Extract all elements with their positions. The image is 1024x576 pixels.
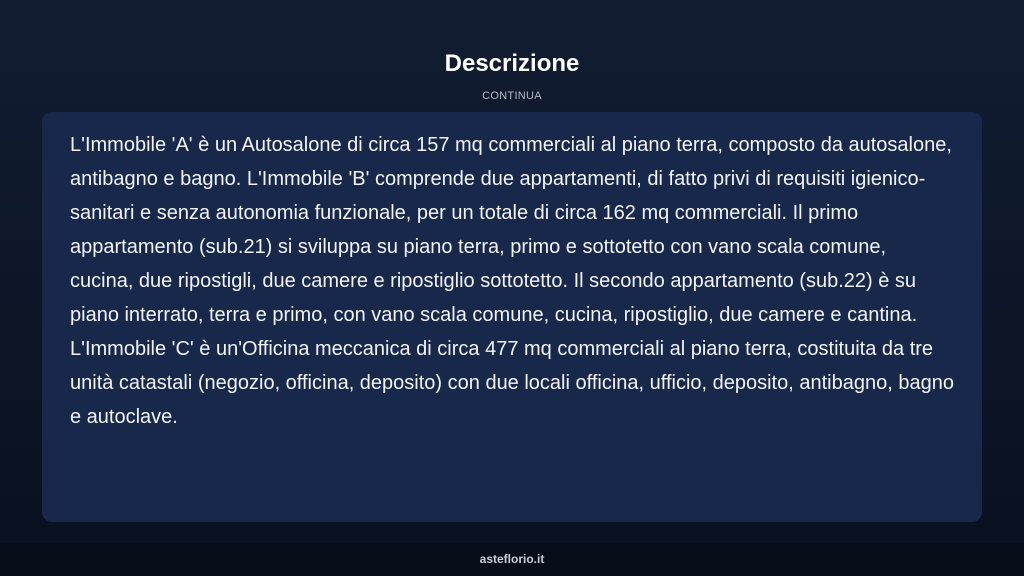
site-name: asteflorio.it (479, 552, 545, 566)
page-title: Descrizione (444, 50, 580, 77)
footer-bar (0, 543, 1024, 576)
continued-label: CONTINUA (482, 90, 542, 102)
description-text: L'Immobile 'A' è un Autosalone di circa 157 mq commerciali al piano terra, composto da autosalone, antibagno e bagno. L'Immobile 'B' comprende due appartamenti, di fatto privi di requisiti igienico-sanitari e senza autonomia funzionale, per un totale di circa 162 mq commerciali. Il primo appartamento (sub.21) si sviluppa su piano terra, primo e sottotetto con vano scala comune, cucina, due ripostigli, due camere e ripostiglio sottotetto. Il secondo appartamento (sub.22) è su piano interrato, terra e primo, con vano scala comune, cucina, ripostiglio, due camere e cantina. L'Immobile 'C' è un'Officina meccanica di circa 477 mq commerciali al piano terra, costituita da tre unità catastali (negozio, officina, deposito) con due locali officina, ufficio, deposito, antibagno, bagno e autoclave. (70, 134, 954, 428)
description-card (42, 112, 982, 522)
